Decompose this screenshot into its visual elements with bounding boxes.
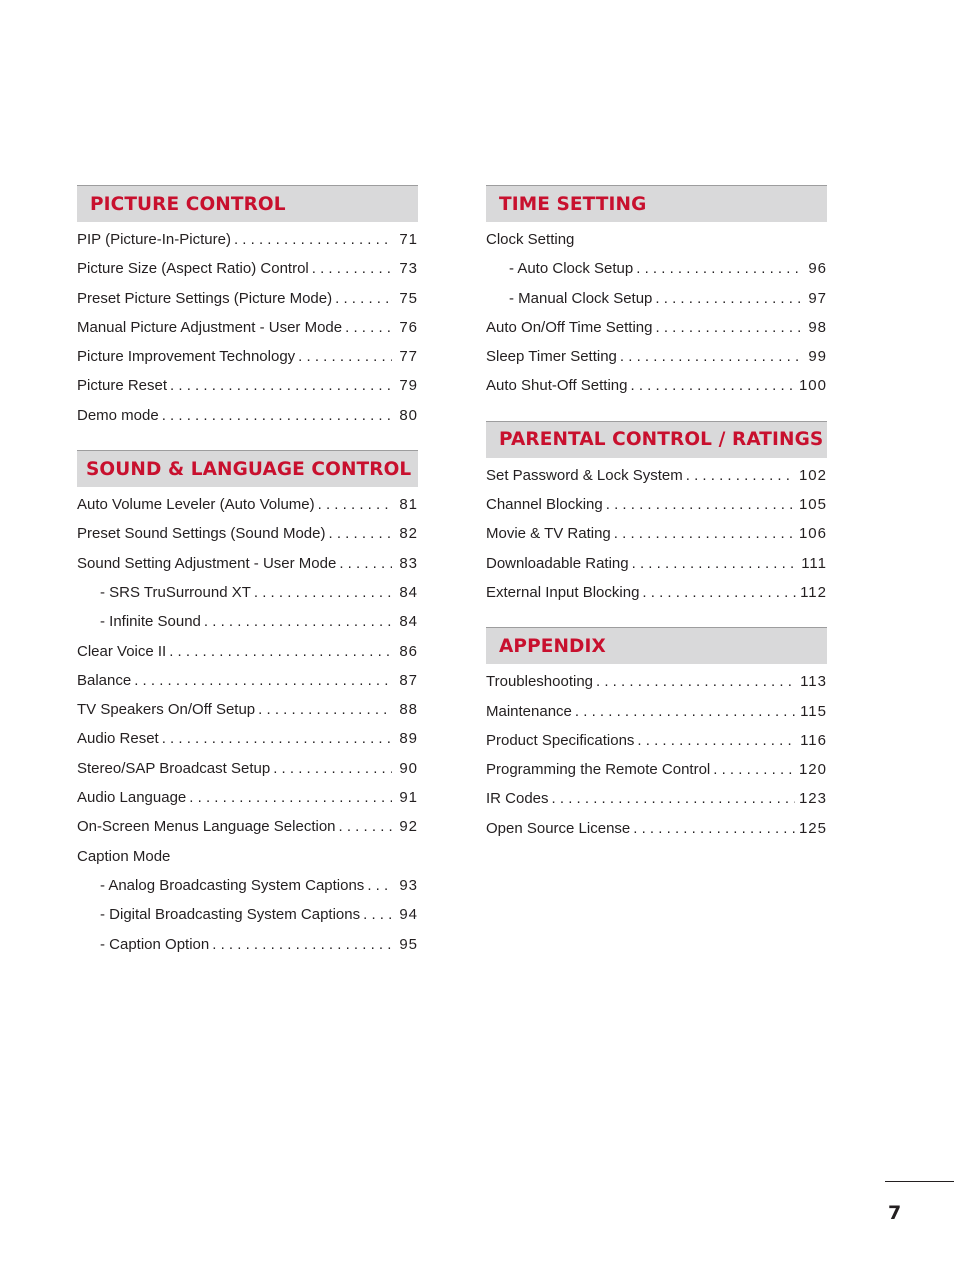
entry-label: Channel Blocking [486, 496, 603, 514]
leader-dots [339, 549, 392, 578]
entry-label: Clear Voice II [77, 642, 167, 660]
entry-page: 76 [399, 318, 418, 336]
leader-dots [614, 519, 795, 548]
toc-entry[interactable] [486, 490, 827, 519]
entry-label: IR Codes [486, 790, 549, 808]
entry-label: Balance [77, 671, 132, 689]
toc-entry[interactable] [486, 667, 827, 696]
entry-label: - Analog Broadcasting System Captions [100, 876, 365, 894]
section-header [486, 421, 827, 458]
toc-entry[interactable] [486, 578, 827, 607]
leader-dots [633, 814, 795, 843]
toc-entry[interactable] [77, 783, 418, 812]
entry-label: - Manual Clock Setup [509, 289, 653, 307]
entry-label: Maintenance [486, 702, 572, 720]
entry-page: 125 [798, 819, 827, 837]
leader-dots [345, 313, 392, 342]
entry-label: Demo mode [77, 406, 159, 424]
entry-page: 81 [399, 496, 418, 514]
toc-entry[interactable] [486, 697, 827, 726]
toc-entry[interactable] [77, 490, 418, 519]
entry-label: Programming the Remote Control [486, 761, 711, 779]
toc-entry[interactable] [77, 549, 418, 578]
entry-page: 92 [399, 818, 418, 836]
entry-page: 106 [798, 525, 827, 543]
leader-dots [367, 871, 392, 900]
section-title: PARENTAL CONTROL / RATINGS [499, 429, 824, 451]
toc-entry[interactable] [77, 695, 418, 724]
toc-entry[interactable] [77, 284, 418, 313]
entry-page: 86 [399, 642, 418, 660]
entry-page: 84 [399, 583, 418, 601]
entry-page: 115 [800, 702, 827, 720]
leader-dots [655, 284, 801, 313]
toc-entry[interactable] [486, 784, 827, 813]
toc-subentry[interactable] [77, 607, 418, 636]
toc-subentry[interactable] [486, 254, 827, 283]
entry-page: 99 [808, 348, 827, 366]
entry-page: 102 [798, 466, 827, 484]
entry-label: Preset Sound Settings (Sound Mode) [77, 525, 326, 543]
leader-dots [620, 342, 801, 371]
entry-page: 73 [399, 260, 418, 278]
footer-rule [885, 1181, 954, 1182]
entry-page: 88 [399, 701, 418, 719]
leader-dots [258, 695, 392, 724]
leader-dots [204, 607, 392, 636]
toc-entry[interactable] [486, 519, 827, 548]
leader-dots [234, 225, 392, 254]
entry-label: Picture Improvement Technology [77, 348, 296, 366]
toc-left-column [77, 185, 418, 979]
leader-dots [169, 637, 392, 666]
toc-entry[interactable] [486, 461, 827, 490]
entry-page: 116 [800, 731, 827, 749]
entry-label: - Auto Clock Setup [509, 260, 634, 278]
entry-label: Picture Reset [77, 377, 168, 395]
toc-section-sound-language-control [77, 450, 418, 959]
toc-section-appendix [486, 627, 827, 843]
entry-page: 112 [800, 583, 827, 601]
section-title: APPENDIX [499, 635, 606, 657]
leader-dots [637, 726, 796, 755]
leader-dots [298, 342, 392, 371]
leader-dots [212, 930, 392, 959]
entry-label: Auto Volume Leveler (Auto Volume) [77, 496, 315, 514]
toc-entry[interactable] [77, 371, 418, 400]
entry-page: 84 [399, 613, 418, 631]
toc-right-column [486, 185, 827, 863]
entry-label: Set Password & Lock System [486, 466, 683, 484]
entry-page: 75 [399, 289, 418, 307]
leader-dots [363, 900, 392, 929]
entry-label: Product Specifications [486, 731, 635, 749]
leader-dots [632, 549, 798, 578]
entry-label: Auto Shut-Off Setting [486, 377, 628, 395]
entry-label: Manual Picture Adjustment - User Mode [77, 318, 343, 336]
toc-entry[interactable] [486, 371, 827, 400]
leader-dots [686, 461, 795, 490]
toc-section-parental-control [486, 421, 827, 607]
entry-page: 120 [798, 761, 827, 779]
toc-entry[interactable] [486, 814, 827, 843]
leader-dots [596, 667, 796, 696]
leader-dots [318, 490, 392, 519]
entry-label: Sleep Timer Setting [486, 348, 617, 366]
entry-page: 111 [801, 554, 827, 572]
entry-page: 97 [808, 289, 827, 307]
toc-entry[interactable] [77, 812, 418, 841]
section-header [486, 627, 827, 664]
toc-entry[interactable] [77, 401, 418, 430]
leader-dots [655, 313, 801, 342]
leader-dots [630, 371, 794, 400]
toc-entry[interactable] [77, 313, 418, 342]
section-header [486, 185, 827, 222]
toc-entry[interactable] [77, 342, 418, 371]
toc-entry[interactable] [486, 342, 827, 371]
entry-label: Open Source License [486, 819, 631, 837]
entry-label: Clock Setting [486, 231, 575, 248]
entry-label: External Input Blocking [486, 583, 640, 601]
toc-entry[interactable] [77, 842, 418, 871]
entry-label: Movie & TV Rating [486, 525, 611, 543]
toc-section-picture-control [77, 185, 418, 430]
toc-entry[interactable] [77, 225, 418, 254]
entry-page: 123 [798, 790, 827, 808]
section-title: SOUND & LANGUAGE CONTROL [86, 458, 412, 480]
leader-dots [162, 724, 392, 753]
section-header [77, 450, 418, 487]
leader-dots [312, 254, 392, 283]
entry-label: Troubleshooting [486, 673, 594, 691]
toc-section-time-setting [486, 185, 827, 401]
entry-label: PIP (Picture-In-Picture) [77, 231, 231, 248]
leader-dots [328, 519, 392, 548]
leader-dots [575, 697, 796, 726]
leader-dots [189, 783, 392, 812]
toc-entry[interactable] [77, 519, 418, 548]
entry-label: Auto On/Off Time Setting [486, 318, 653, 336]
leader-dots [273, 754, 392, 783]
entry-page: 80 [399, 406, 418, 424]
entry-page: 93 [399, 876, 418, 894]
entry-label: Preset Picture Settings (Picture Mode) [77, 289, 333, 307]
toc-entry[interactable] [77, 254, 418, 283]
toc-entry[interactable] [77, 754, 418, 783]
entry-page: 89 [399, 730, 418, 748]
entry-label: Stereo/SAP Broadcast Setup [77, 759, 271, 777]
entry-label: Picture Size (Aspect Ratio) Control [77, 260, 309, 278]
entry-page: 91 [399, 789, 418, 807]
leader-dots [335, 284, 392, 313]
leader-dots [552, 784, 795, 813]
entry-page: 105 [798, 496, 827, 514]
page-number: 7 [888, 1202, 902, 1224]
entry-label: Audio Language [77, 789, 187, 807]
toc-entry[interactable] [77, 724, 418, 753]
entry-label: Downloadable Rating [486, 554, 629, 572]
section-title: PICTURE CONTROL [90, 193, 286, 215]
leader-dots [713, 755, 795, 784]
leader-dots [636, 254, 801, 283]
toc-subentry[interactable] [486, 284, 827, 313]
entry-label: - Caption Option [100, 935, 210, 953]
entry-label: - Infinite Sound [100, 613, 201, 631]
leader-dots [134, 666, 392, 695]
toc-subentry[interactable] [77, 578, 418, 607]
entry-page: 83 [399, 554, 418, 572]
entry-page: 113 [800, 673, 827, 691]
entry-page: 87 [399, 671, 418, 689]
entry-page: 96 [808, 260, 827, 278]
entry-page: 98 [808, 318, 827, 336]
entry-page: 79 [399, 377, 418, 395]
entry-page: 71 [399, 231, 418, 248]
leader-dots [170, 371, 392, 400]
entry-label: Audio Reset [77, 730, 159, 748]
toc-entry[interactable] [486, 755, 827, 784]
entry-page: 82 [399, 525, 418, 543]
section-header [77, 185, 418, 222]
entry-label: Caption Mode [77, 847, 171, 865]
toc-subentry[interactable] [77, 871, 418, 900]
entry-label: - SRS TruSurround XT [100, 583, 251, 601]
toc-entry[interactable] [77, 666, 418, 695]
entry-label: Sound Setting Adjustment - User Mode [77, 554, 337, 572]
toc-entry[interactable] [486, 726, 827, 755]
leader-dots [642, 578, 796, 607]
entry-label: - Digital Broadcasting System Captions [100, 906, 361, 924]
leader-dots [254, 578, 392, 607]
entry-page: 100 [798, 377, 827, 395]
entry-page: 95 [399, 935, 418, 953]
toc-entry[interactable] [486, 225, 827, 254]
entry-page: 94 [399, 906, 418, 924]
section-title: TIME SETTING [499, 193, 647, 215]
leader-dots [606, 490, 795, 519]
entry-page: 90 [399, 759, 418, 777]
entry-label: TV Speakers On/Off Setup [77, 701, 256, 719]
toc-subentry[interactable] [77, 930, 418, 959]
toc-entry[interactable] [77, 637, 418, 666]
leader-dots [162, 401, 392, 430]
leader-dots [339, 812, 392, 841]
entry-page: 77 [399, 348, 418, 366]
entry-label: On-Screen Menus Language Selection [77, 818, 336, 836]
toc-entry[interactable] [486, 549, 827, 578]
toc-entry[interactable] [486, 313, 827, 342]
toc-subentry[interactable] [77, 900, 418, 929]
